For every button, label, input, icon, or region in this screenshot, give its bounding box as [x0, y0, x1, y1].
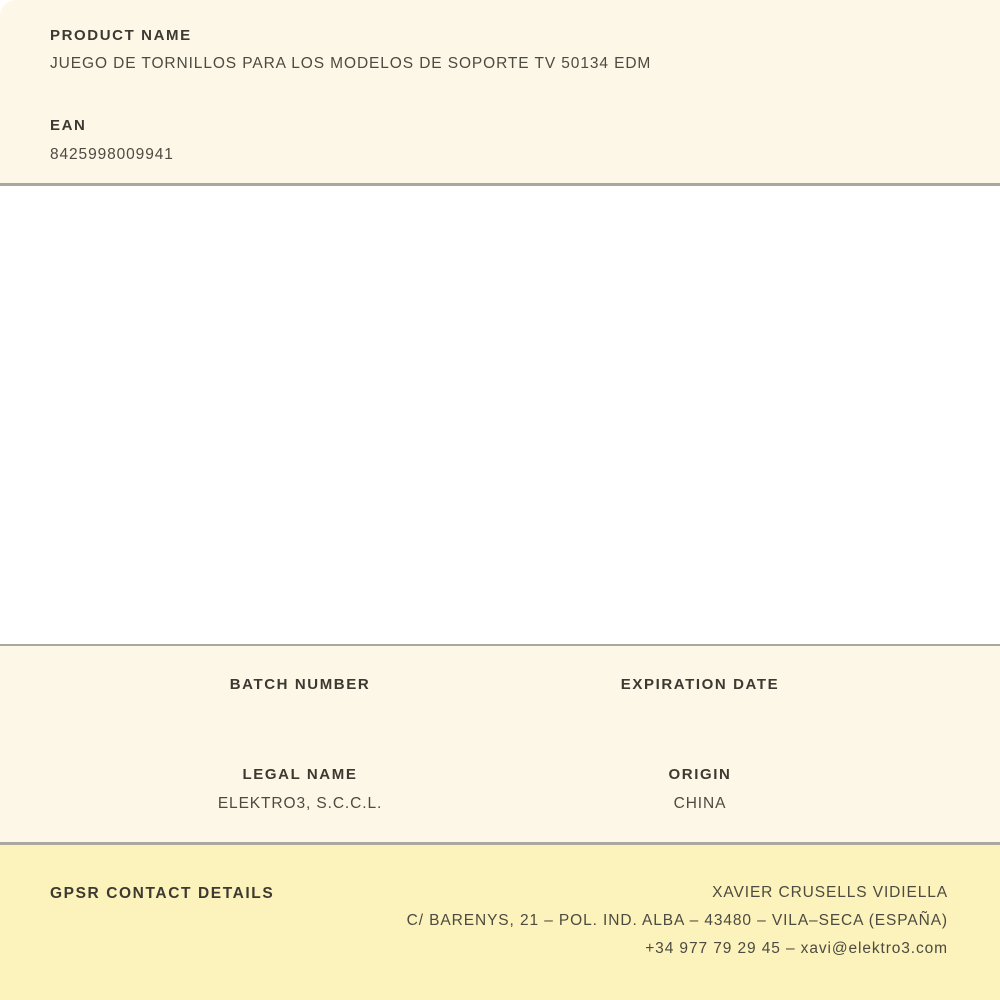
legal-name-label: LEGAL NAME	[242, 766, 358, 783]
gpsr-contact-details-label: GPSR CONTACT DETAILS	[50, 885, 275, 902]
batch-number-label: BATCH NUMBER	[229, 676, 371, 693]
product-name-value: JUEGO DE TORNILLOS PARA LOS MODELOS DE SOPORTE TV 50134 EDM	[50, 55, 652, 72]
contact-person-name: XAVIER CRUSELLS VIDIELLA	[712, 884, 948, 901]
legal-name-value: ELEKTRO3, S.C.C.L.	[217, 795, 383, 812]
product-name-label: PRODUCT NAME	[50, 27, 192, 44]
origin-label: ORIGIN	[668, 766, 732, 783]
ean-label: EAN	[50, 117, 87, 134]
contact-address: C/ BARENYS, 21 – POL. IND. ALBA – 43480 – VILA–SECA (ESPAÑA)	[406, 912, 948, 929]
product-details-section	[0, 644, 1000, 845]
contact-info-block	[407, 879, 948, 963]
contact-phone-email: +34 977 79 29 45 – xavi@elektro3.com	[645, 940, 948, 957]
product-header-section	[0, 0, 1000, 186]
empty-content-area	[0, 189, 1000, 644]
ean-value: 8425998009941	[50, 146, 174, 163]
origin-value: CHINA	[673, 795, 727, 812]
expiration-date-label: EXPIRATION DATE	[620, 676, 780, 693]
